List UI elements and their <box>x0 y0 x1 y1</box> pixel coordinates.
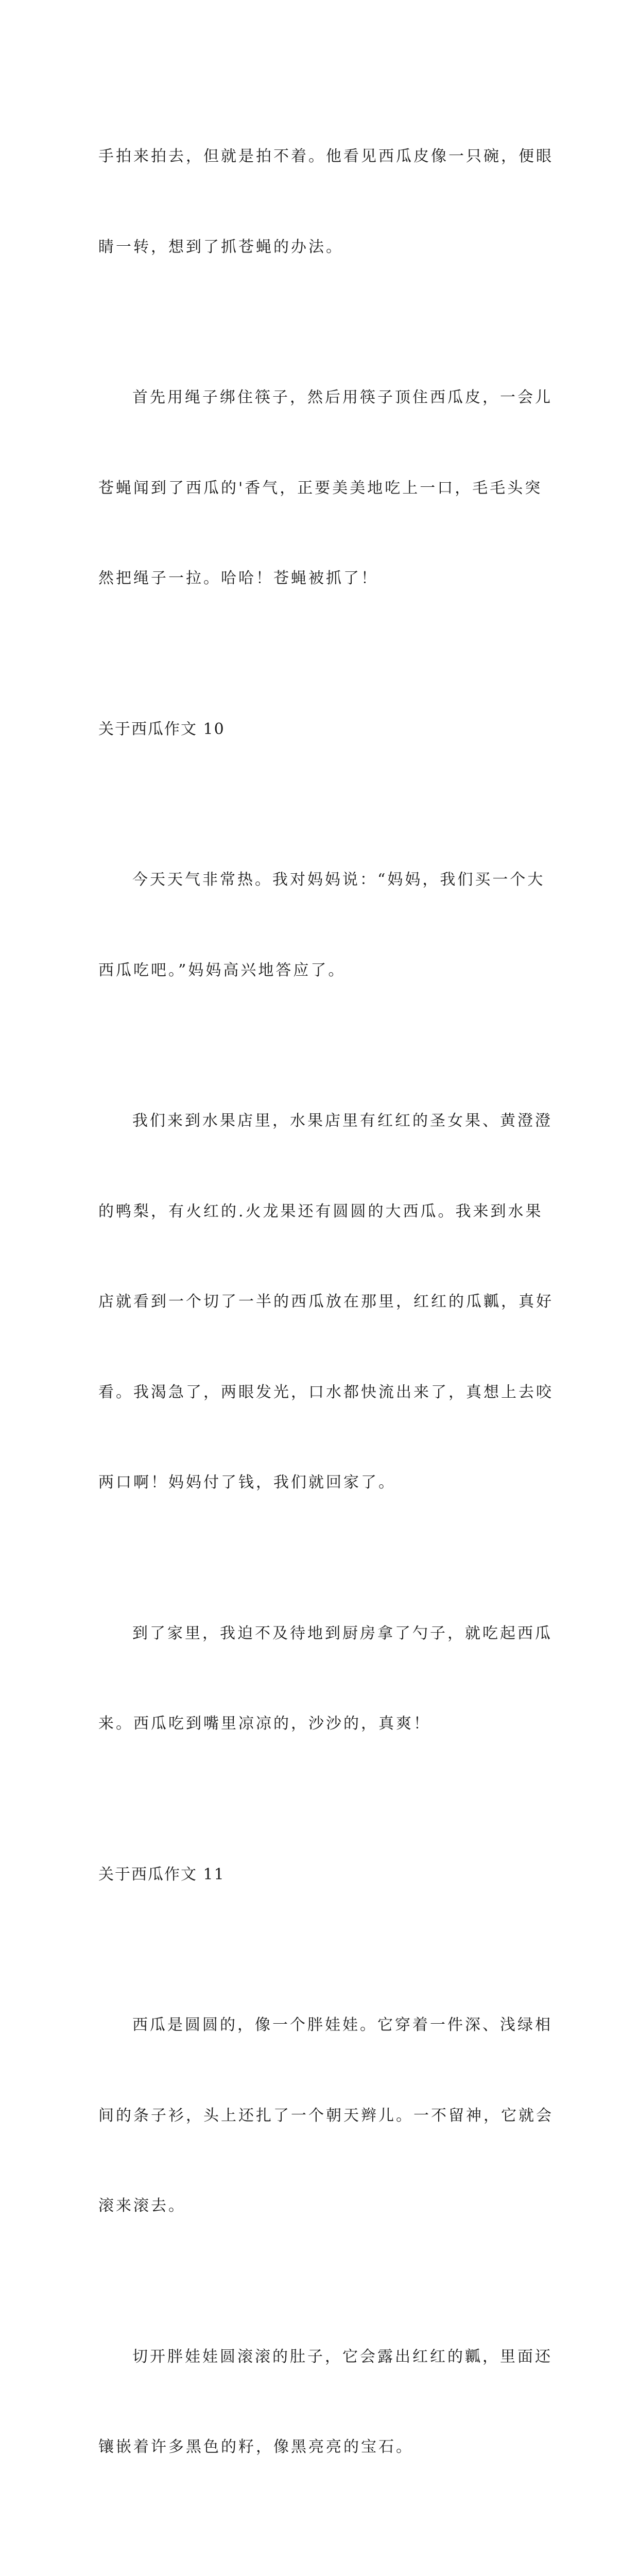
section-heading <box>98 654 551 805</box>
paragraph <box>98 323 551 654</box>
text-line: 到了家里，我迫不及待地到厨房拿了勺子，就吃起西瓜 <box>98 1619 551 1649</box>
text-line: 今天天气非常热。我对妈妈说：“妈妈，我们买一个大 <box>98 865 551 895</box>
paragraph <box>98 2282 551 2523</box>
text-line: 来。西瓜吃到嘴里凉凉的，沙沙的，真爽！ <box>98 1709 551 1739</box>
heading-text: 关于西瓜作文 10 <box>98 715 551 745</box>
text-line: 间的条子衫，头上还扎了一个朝天辫儿。一不留神，它就会 <box>98 2101 551 2131</box>
text-line: 西瓜吃吧。”妈妈高兴地答应了。 <box>98 956 551 986</box>
text-line: 看。我渴急了，两眼发光，口水都快流出来了，真想上去咬 <box>98 1378 551 1408</box>
text-line: 苍蝇闻到了西瓜的'香气，正要美美地吃上一口，毛毛头突 <box>98 473 551 504</box>
paragraph <box>98 805 551 1046</box>
paragraph <box>98 1558 551 1800</box>
text-line: 镶嵌着许多黑色的籽，像黑亮亮的宝石。 <box>98 2432 551 2463</box>
text-line: 滚来滚去。 <box>98 2191 551 2222</box>
text-line: 店就看到一个切了一半的西瓜放在那里，红红的瓜瓤，真好 <box>98 1287 551 1317</box>
text-line: 的鸭梨，有火红的.火龙果还有圆圆的大西瓜。我来到水果 <box>98 1197 551 1227</box>
document-body <box>98 81 551 2576</box>
text-line: 手拍来拍去，但就是拍不着。他看见西瓜皮像一只碗，便眼 <box>98 142 551 172</box>
text-line: 然把绳子一拉。哈哈！苍蝇被抓了！ <box>98 564 551 594</box>
heading-text: 关于西瓜作文 11 <box>98 1860 551 1890</box>
paragraph <box>98 1046 551 1558</box>
paragraph <box>98 81 551 323</box>
paragraph <box>98 2523 551 2576</box>
text-line: 我们来到水果店里，水果店里有红红的圣女果、黄澄澄 <box>98 1106 551 1137</box>
paragraph <box>98 1950 551 2282</box>
text-line: 睛一转，想到了抓苍蝇的办法。 <box>98 232 551 263</box>
text-line: 切开胖娃娃圆滚滚的肚子，它会露出红红的瓤，里面还 <box>98 2342 551 2372</box>
section-heading <box>98 1800 551 1951</box>
text-line: 两口啊！妈妈付了钱，我们就回家了。 <box>98 1468 551 1498</box>
text-line: 西瓜是圆圆的，像一个胖娃娃。它穿着一件深、浅绿相 <box>98 2010 551 2041</box>
text-line: 首先用绳子绑住筷子，然后用筷子顶住西瓜皮，一会儿 <box>98 383 551 413</box>
